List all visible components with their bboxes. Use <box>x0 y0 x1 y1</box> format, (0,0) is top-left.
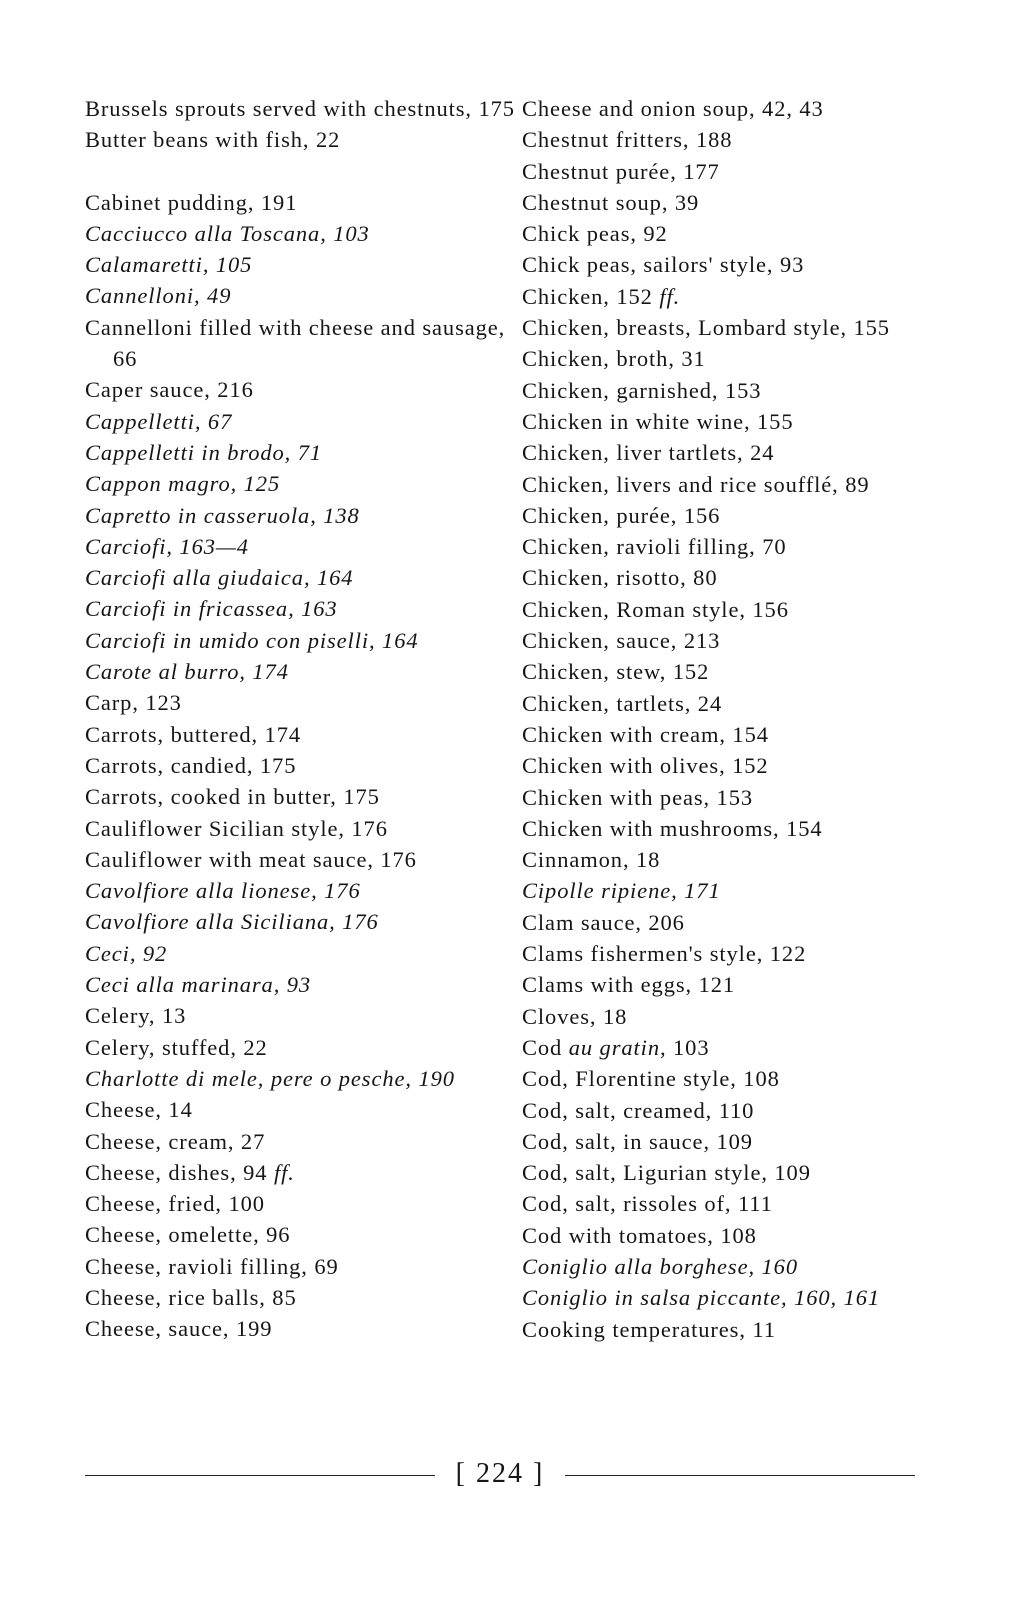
index-entry <box>522 1032 942 1063</box>
index-entry-text: Carciofi in umido con piselli, 164 <box>85 627 419 653</box>
index-entry-text: Clams with eggs, 121 <box>522 972 735 998</box>
footer-rule-left <box>85 1475 435 1476</box>
index-entry-text: Carrots, candied, 175 <box>85 752 297 778</box>
index-entry <box>85 844 535 875</box>
index-entry <box>85 625 535 656</box>
index-entry <box>522 469 942 500</box>
index-entry-page-ref: 103 <box>666 1034 710 1060</box>
index-entry-text: Chestnut soup, 39 <box>522 189 700 215</box>
index-entry <box>85 687 535 718</box>
index-entry-text: Chicken, 152 <box>522 283 660 309</box>
index-entry <box>85 531 535 562</box>
index-entry-text: Charlotte di mele, pere o pesche, 190 <box>85 1065 455 1091</box>
index-entry-text: Cod, Florentine style, 108 <box>522 1066 780 1092</box>
index-entry-text: Chicken with mushrooms, 154 <box>522 815 823 841</box>
index-entry <box>85 1188 535 1219</box>
index-entry <box>85 906 535 937</box>
index-entry-italic-part: au gratin, <box>568 1034 667 1060</box>
index-entry-text: Cod <box>522 1034 569 1060</box>
index-entry <box>522 249 942 280</box>
index-entry-text: Cheese and onion soup, 42, 43 <box>522 96 824 121</box>
index-entry-text: Carrots, cooked in butter, 175 <box>85 784 380 810</box>
index-entry-text: Caper sauce, 216 <box>85 377 254 403</box>
index-entry <box>522 844 942 875</box>
index-entry-text: Brussels sprouts served with chestnuts, 175 <box>85 96 515 121</box>
index-entry-text: Ceci alla marinara, 93 <box>85 972 312 998</box>
index-entry-text: Cheese, cream, 27 <box>85 1128 266 1154</box>
index-column-right <box>522 93 942 1345</box>
index-entry <box>522 656 942 687</box>
index-entry-text: Cipolle ripiene, 171 <box>522 878 721 904</box>
index-entry-text: Cod, salt, creamed, 110 <box>522 1097 755 1123</box>
index-entry <box>522 156 942 187</box>
index-entry-text: Cacciucco alla Toscana, 103 <box>85 220 370 246</box>
index-entry <box>85 781 535 812</box>
index-entry <box>522 1157 942 1188</box>
index-entry-text: Cheese, rice balls, 85 <box>85 1284 297 1310</box>
index-entry <box>85 1282 535 1313</box>
index-entry-text: Chick peas, sailors' style, 93 <box>522 252 805 278</box>
index-entry <box>522 218 942 249</box>
index-entry-text: Cheese, ravioli filling, 69 <box>85 1253 339 1279</box>
page-number: [ 224 ] <box>455 1458 545 1489</box>
index-entry-text: Cauliflower Sicilian style, 176 <box>85 815 388 841</box>
index-entry-text: Cappelletti, 67 <box>85 408 233 434</box>
index-entry-text: Celery, stuffed, 22 <box>85 1034 268 1060</box>
index-entry-text: Cod, salt, rissoles of, 111 <box>522 1191 773 1217</box>
index-entry <box>522 719 942 750</box>
index-entry <box>522 406 942 437</box>
index-entry <box>522 688 942 719</box>
index-entry-text: Celery, 13 <box>85 1003 187 1029</box>
index-entry-text: Chicken, ravioli filling, 70 <box>522 534 787 560</box>
index-entry-text: Chicken in white wine, 155 <box>522 408 794 434</box>
index-entry <box>522 531 942 562</box>
index-entry <box>85 719 535 750</box>
index-entry <box>85 468 535 499</box>
index-entry-text: Coniglio alla borghese, 160 <box>522 1253 798 1279</box>
footer-rule-right <box>565 1475 915 1476</box>
index-entry-ff: ff. <box>659 283 681 309</box>
index-entry-text: Chicken, purée, 156 <box>522 502 721 528</box>
index-entry-text: Carote al burro, 174 <box>85 659 289 685</box>
index-entry <box>85 218 535 249</box>
index-entry <box>85 280 535 311</box>
index-entry <box>522 813 942 844</box>
index-entry-text: Carrots, buttered, 174 <box>85 721 302 747</box>
index-entry <box>85 969 535 1000</box>
index-entry <box>85 1157 535 1188</box>
index-entry <box>522 969 942 1000</box>
index-entry-text: Chick peas, 92 <box>522 221 668 247</box>
index-entry <box>85 656 535 687</box>
index-entry <box>522 1314 942 1345</box>
index-entry-text: Cooking temperatures, 11 <box>522 1316 776 1342</box>
index-entry <box>522 375 942 406</box>
index-entry <box>522 594 942 625</box>
index-entry-text: Chicken, garnished, 153 <box>522 377 762 403</box>
index-entry <box>85 1063 535 1094</box>
index-entry-text: Chestnut purée, 177 <box>522 158 720 184</box>
index-entry-text: Cannelloni, 49 <box>85 283 232 309</box>
index-entry-text: Carciofi alla giudaica, 164 <box>85 565 354 591</box>
index-entry-text: Chicken with peas, 153 <box>522 784 754 810</box>
index-entry <box>522 93 942 124</box>
index-entry-text: Carciofi, 163—4 <box>85 533 249 559</box>
index-entry <box>85 593 535 624</box>
index-entry-text: Chicken, broth, 31 <box>522 346 706 372</box>
index-entry <box>522 1188 942 1219</box>
index-entry-text: Chicken, sauce, 213 <box>522 628 721 654</box>
index-entry-text: Cheese, dishes, 94 <box>85 1159 274 1185</box>
index-entry-text: Cannelloni filled with cheese and sausage, 66 <box>85 314 506 372</box>
index-entry-text: Carp, 123 <box>85 690 182 716</box>
index-entry-text: Carciofi in fricassea, 163 <box>85 596 338 622</box>
index-entry-text: Clam sauce, 206 <box>522 909 685 935</box>
index-entry <box>522 1095 942 1126</box>
index-entry-text: Clams fishermen's style, 122 <box>522 941 807 967</box>
index-entry-text: Coniglio in salsa piccante, 160, 161 <box>522 1285 881 1311</box>
index-entry-text: Cabinet pudding, 191 <box>85 189 298 215</box>
index-entry <box>85 1094 535 1125</box>
index-entry-text: Chestnut fritters, 188 <box>522 127 733 153</box>
index-entry <box>522 1063 942 1094</box>
index-entry-text: Cheese, 14 <box>85 1097 193 1123</box>
index-entry <box>85 750 535 781</box>
index-entry-text: Cod, salt, Ligurian style, 109 <box>522 1160 811 1186</box>
index-entry <box>522 1001 942 1032</box>
index-entry-text: Chicken, breasts, Lombard style, 155 <box>522 315 890 341</box>
index-entry-text: Cauliflower with meat sauce, 176 <box>85 846 417 872</box>
index-entry <box>522 562 942 593</box>
index-entry-text: Cinnamon, 18 <box>522 847 661 873</box>
index-entry <box>85 374 535 405</box>
index-entry-text: Cod with tomatoes, 108 <box>522 1222 757 1248</box>
index-entry <box>85 813 535 844</box>
index-entry-ff: ff. <box>273 1159 295 1185</box>
index-entry <box>85 93 535 124</box>
index-entry-text: Cavolfiore alla Siciliana, 176 <box>85 909 379 935</box>
index-entry-text: Ceci, 92 <box>85 940 168 966</box>
index-entry-text: Cheese, fried, 100 <box>85 1191 265 1217</box>
index-entry <box>522 437 942 468</box>
index-entry <box>522 124 942 155</box>
index-entry-text: Cheese, omelette, 96 <box>85 1222 291 1248</box>
index-entry-text: Chicken with cream, 154 <box>522 721 769 747</box>
index-entry-text: Cloves, 18 <box>522 1003 628 1029</box>
index-entry <box>522 1126 942 1157</box>
index-entry-text: Capretto in casseruola, 138 <box>85 502 360 528</box>
index-entry-text: Butter beans with fish, 22 <box>85 127 341 153</box>
index-entry <box>522 625 942 656</box>
index-entry <box>522 1220 942 1251</box>
index-entry <box>85 249 535 280</box>
index-entry <box>522 187 942 218</box>
index-entry <box>522 750 942 781</box>
index-entry <box>85 1126 535 1157</box>
index-entry-text: Calamaretti, 105 <box>85 252 253 278</box>
index-entry <box>85 124 535 155</box>
index-entry <box>522 938 942 969</box>
page-footer <box>85 1456 915 1496</box>
index-entry <box>85 938 535 969</box>
index-entry <box>522 312 942 343</box>
index-entry-text: Chicken, Roman style, 156 <box>522 596 789 622</box>
index-entry-text: Cappelletti in brodo, 71 <box>85 439 323 465</box>
index-entry-text: Cheese, sauce, 199 <box>85 1316 273 1342</box>
index-entry-text: Chicken with olives, 152 <box>522 753 769 779</box>
index-entry <box>85 312 535 375</box>
index-entry-text: Chicken, tartlets, 24 <box>522 690 723 716</box>
index-entry <box>522 1282 942 1313</box>
index-entry <box>85 875 535 906</box>
index-entry <box>522 500 942 531</box>
index-entry <box>522 782 942 813</box>
index-entry <box>85 187 535 218</box>
index-entry-text: Cavolfiore alla lionese, 176 <box>85 878 361 904</box>
index-entry-text: Cod, salt, in sauce, 109 <box>522 1128 753 1154</box>
index-entry <box>522 1251 942 1282</box>
index-entry <box>85 562 535 593</box>
index-entry <box>522 343 942 374</box>
index-entry <box>85 1032 535 1063</box>
index-entry <box>85 437 535 468</box>
index-entry <box>522 875 942 906</box>
index-entry <box>85 1000 535 1031</box>
index-entry-text: Chicken, stew, 152 <box>522 659 710 685</box>
index-entry <box>85 500 535 531</box>
index-entry-text: Chicken, livers and rice soufflé, 89 <box>522 471 870 497</box>
index-entry <box>85 1219 535 1250</box>
index-entry <box>85 1313 535 1344</box>
index-entry-text: Chicken, risotto, 80 <box>522 565 718 591</box>
index-entry <box>85 1251 535 1282</box>
index-column-left <box>85 93 535 1345</box>
index-entry-text: Cappon magro, 125 <box>85 471 281 497</box>
index-entry-text: Chicken, liver tartlets, 24 <box>522 440 775 466</box>
index-entry <box>522 907 942 938</box>
index-entry <box>85 406 535 437</box>
index-entry <box>522 281 942 312</box>
